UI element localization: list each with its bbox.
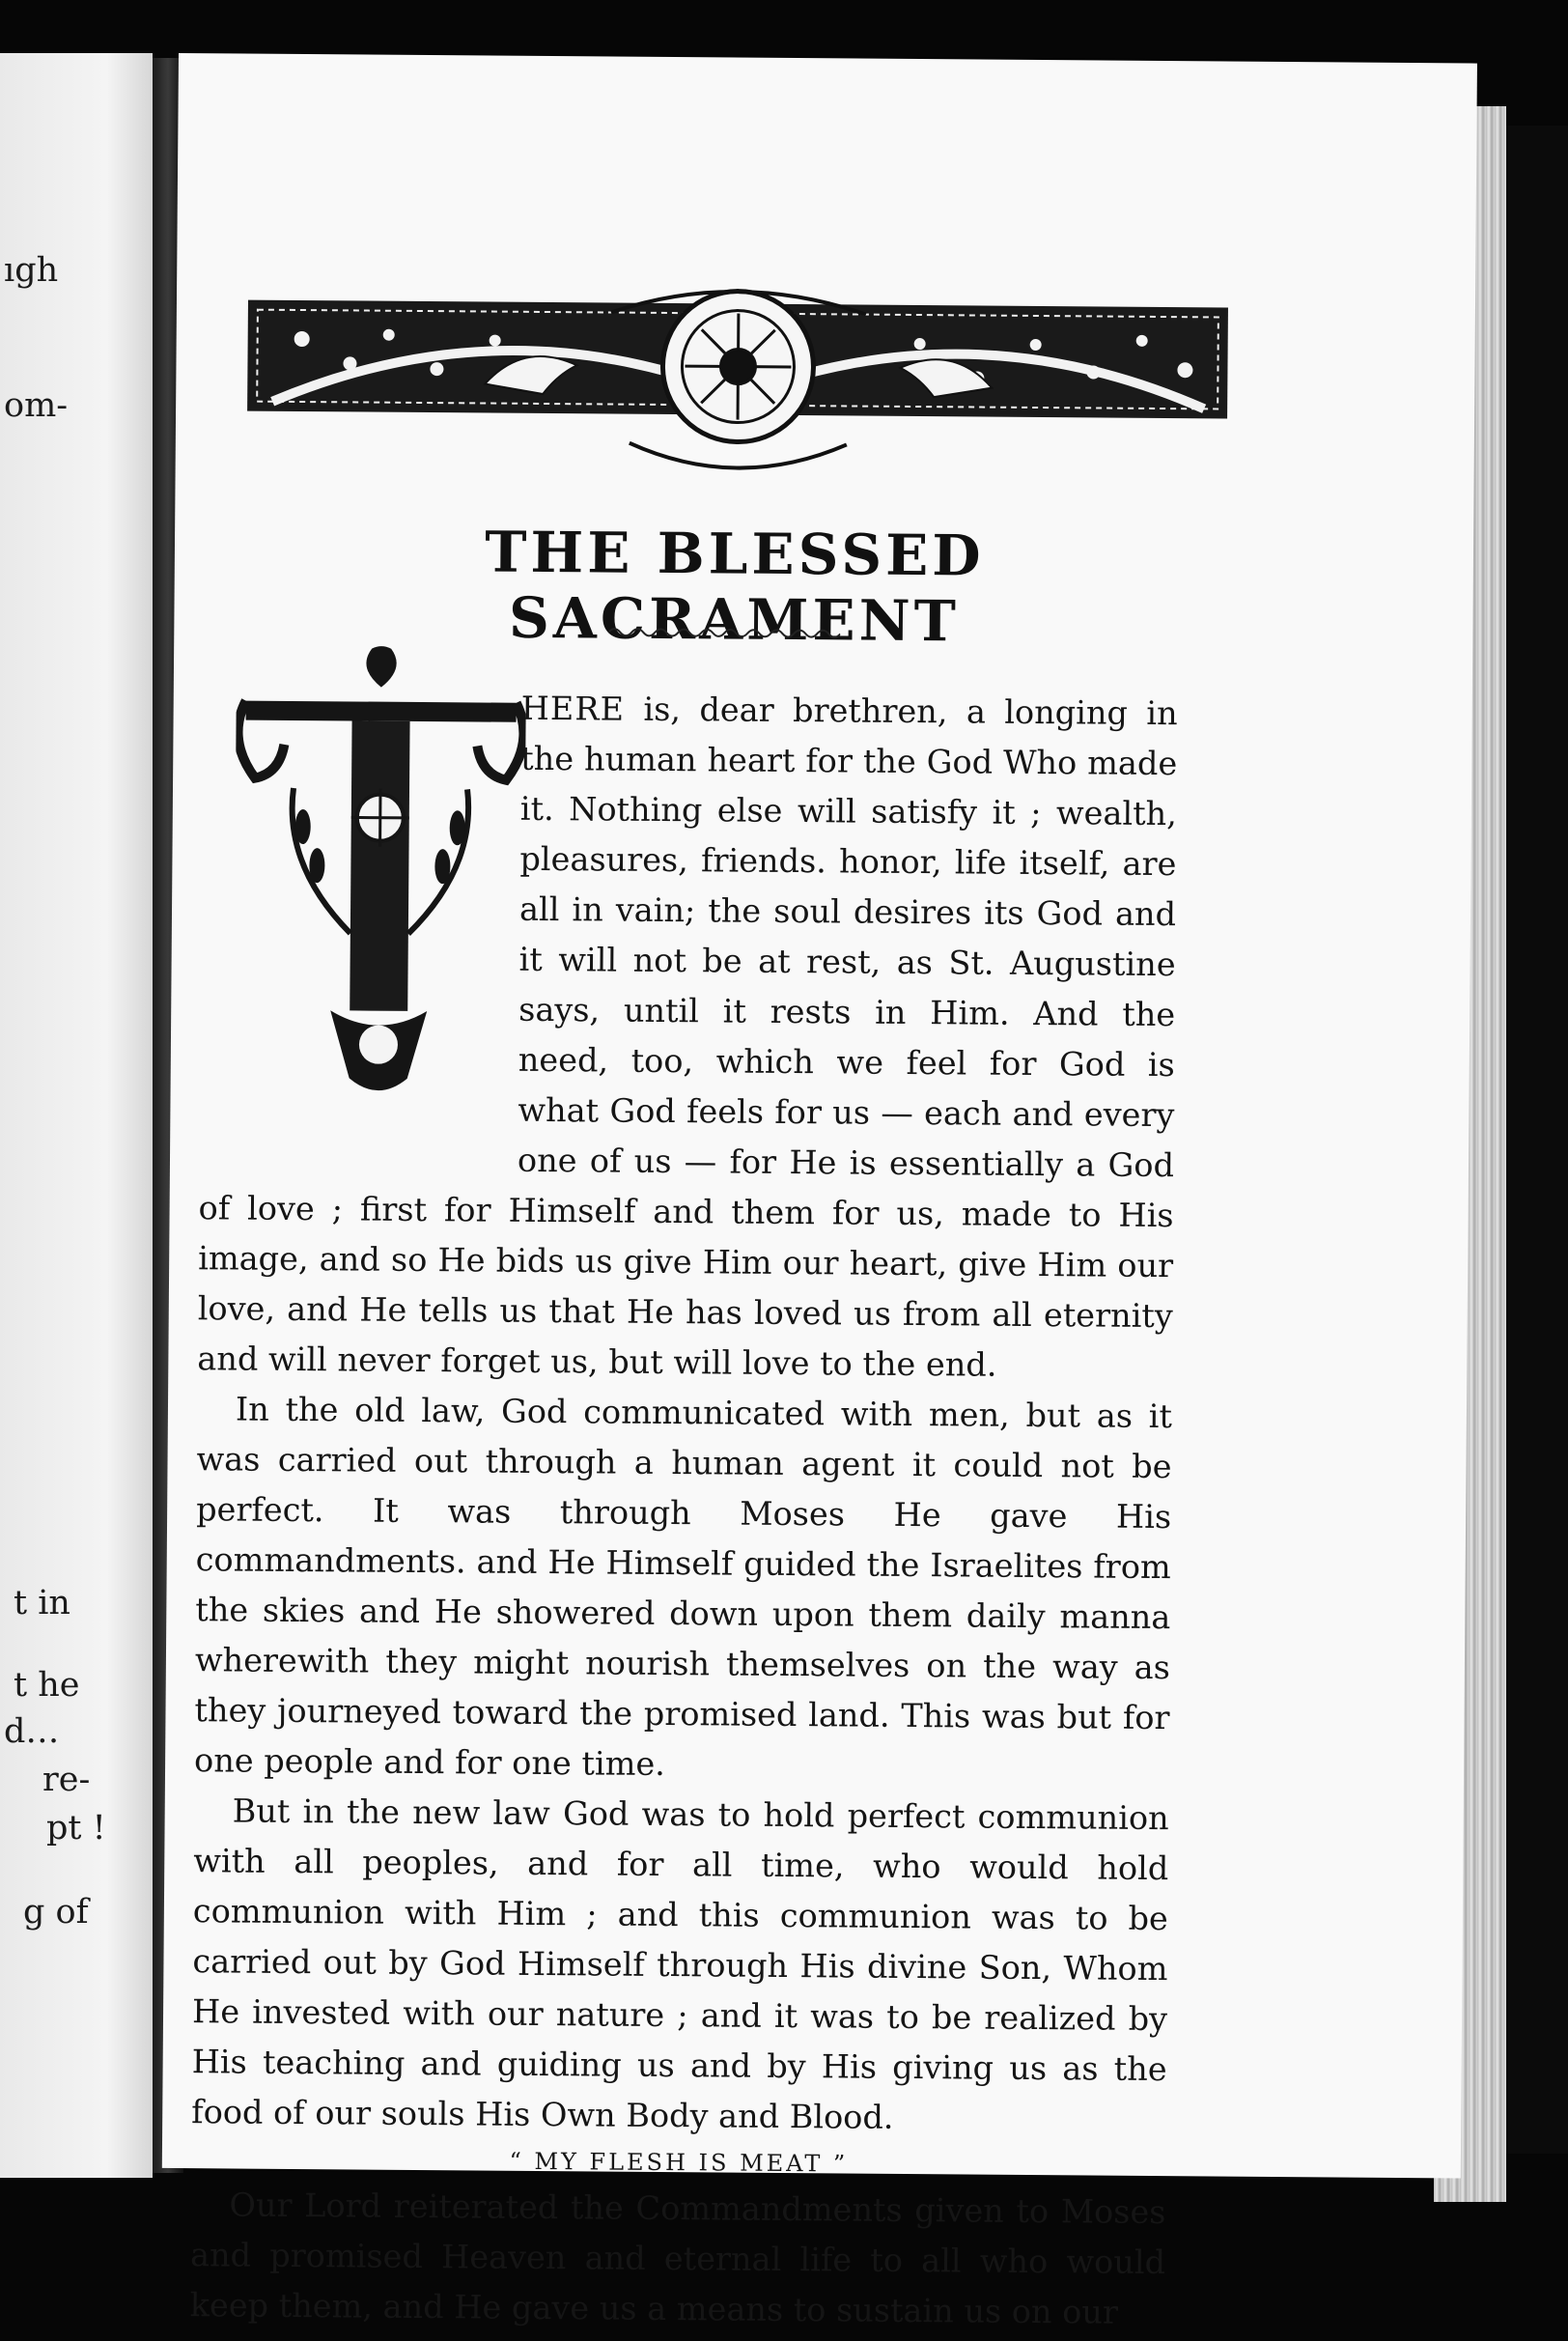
previous-page-fragment: ıgh: [4, 251, 58, 290]
ornamental-header-band: [243, 271, 1235, 492]
paragraph-new-law: But in the new law God was to hold perfect communion with all peoples, and for all time, who would hold communion with Him ; and this communion was to be carried out by God Himself through His divine Son, Whom He invested with our nature ; and it was to be realized by His teaching and guiding us and by His giving us as the food of our souls His Own Body and Blood.: [191, 1786, 1169, 2145]
section-heading: “ MY FLESH IS MEAT ”: [191, 2137, 1166, 2187]
previous-page-fragment: d…: [4, 1712, 59, 1751]
previous-page-fragment: g of: [23, 1893, 89, 1932]
previous-page: [0, 53, 153, 2178]
book-page: [162, 53, 1477, 2178]
previous-page-fragment: t he: [14, 1666, 79, 1705]
lead-word: HERE: [521, 690, 626, 728]
title-flourish-rule: [608, 625, 840, 642]
paragraph-commandments: Our Lord reiterated the Commandments given to Moses and promised Heaven and eternal life to all who would keep them, and He gave us a means to sustain us on our: [189, 2180, 1165, 2338]
previous-page-fragment: om-: [4, 386, 68, 425]
previous-page-fragment: re-: [42, 1761, 90, 1799]
paragraph-old-law: In the old law, God communicated with men, but as it was carried out through a human agent it could not be perfect. It was through Moses He gave His commandments. and He Himself guided the Israelites from the skies and He showered down upon them daily manna wherewith they might nourish themselves on the way as they journeyed toward the promised land. This was but for one people and for one time.: [194, 1384, 1172, 1793]
article-body: [189, 681, 1177, 2338]
page-shadow: [1506, 126, 1568, 2154]
previous-page-fragment: pt !: [46, 1809, 106, 1847]
previous-page-fragment: t in: [14, 1584, 70, 1622]
paragraph-intro-text: is, dear brethren, a longing in the human heart for the God Who made it. Nothing else will satisfy it ; wealth, pleasures, friends. honor, life itself, are all in vain; the soul desires its God and it will not be at rest, as St. Augustine says, until it rests in Him. And the need, too, which we feel for God is what God feels for us — each and every one of us — for He is essentially a God of love ; first for Himself and them for us, made to His image, and so He bids us give Him our heart, give Him our love, and He tells us that He has loved us from all eternity and will never forget us, but will love to the end.: [197, 691, 1178, 1384]
chapter-title: THE BLESSED SACRAMENT: [348, 518, 1121, 655]
